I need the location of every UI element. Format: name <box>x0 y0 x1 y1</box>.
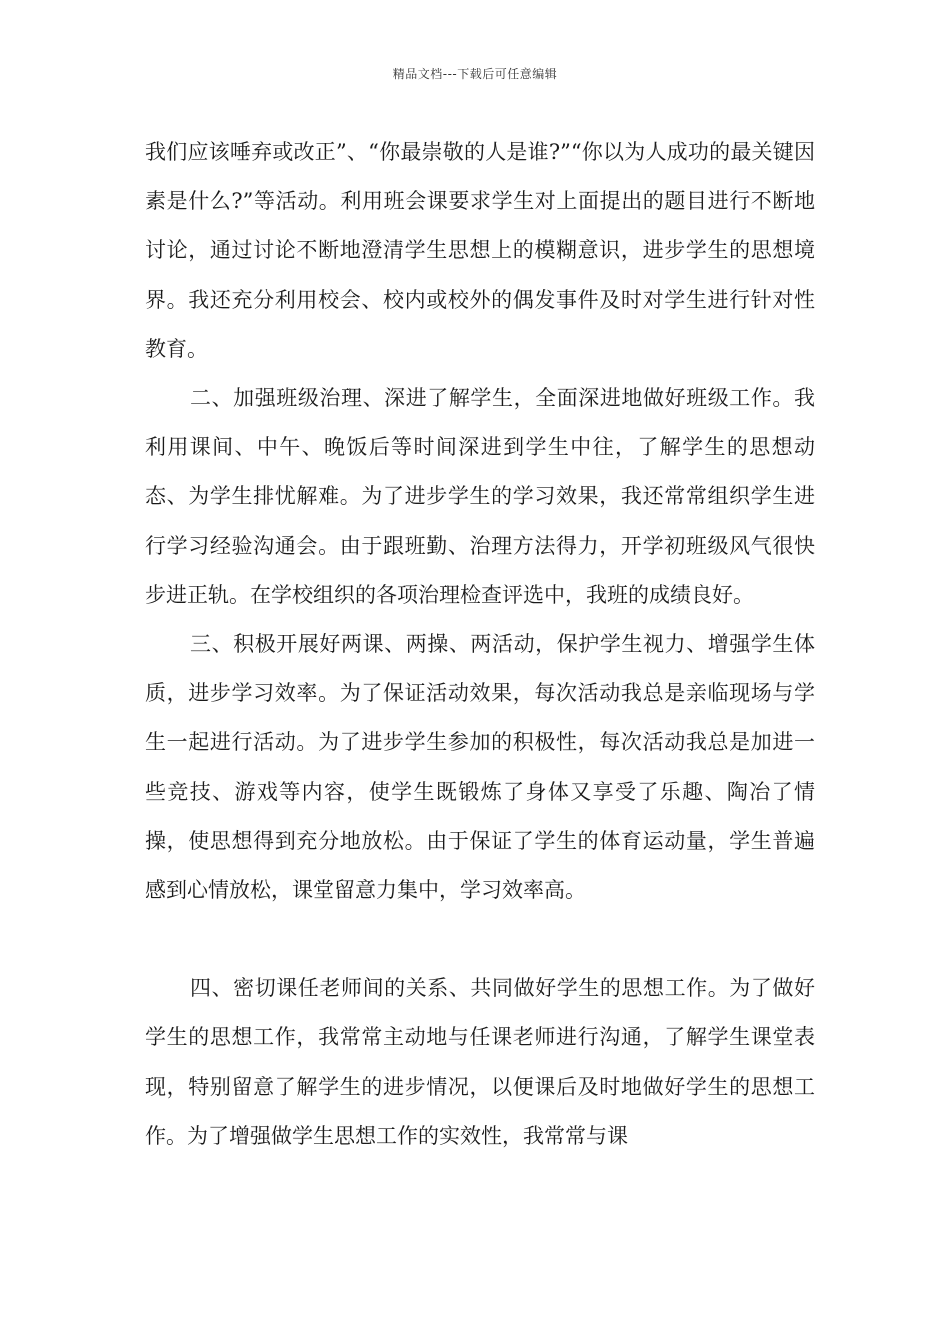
paragraph-section-four: 四、密切课任老师间的关系、共同做好学生的思想工作。为了做好学生的思想工作，我常常主动地与任课老师进行沟通，了解学生课堂表现，特别留意了解学生的进步情况，以便课后及时地做好学生的思想工作。为了增强做学生思想工作的实效性，我常常与课 <box>145 976 815 1148</box>
document-body <box>145 128 815 1161</box>
paragraph-continuation: 我们应该唾弃或改正”、“你最崇敬的人是谁?”“你以为人成功的最关键因素是什么?”等活动。利用班会课要求学生对上面提出的题目进行不断地讨论，通过讨论不断地澄清学生思想上的模糊意识，进步学生的思想境界。我还充分利用校会、校内或校外的偶发事件及时对学生进行针对性教育。 <box>145 140 815 361</box>
paragraph-section-two: 二、加强班级治理、深进了解学生，全面深进地做好班级工作。我利用课间、中午、晚饭后等时间深进到学生中往，了解学生的思想动态、为学生排忧解难。为了进步学生的学习效果，我还常常组织学生进行学习经验沟通会。由于跟班勤、治理方法得力，开学初班级风气很快步进正轨。在学校组织的各项治理检查评选中，我班的成绩良好。 <box>145 386 815 607</box>
page-header: 精品文档---下载后可任意编辑 <box>392 67 558 81</box>
paragraph-section-three: 三、积极开展好两课、两操、两活动，保护学生视力、增强学生体质，进步学习效率。为了保证活动效果，每次活动我总是亲临现场与学生一起进行活动。为了进步学生参加的积极性，每次活动我总是加进一些竞技、游戏等内容，使学生既锻炼了身体又享受了乐趣、陶冶了情操，使思想得到充分地放松。由于保证了学生的体育运动量，学生普遍感到心情放松，课堂留意力集中，学习效率高。 <box>145 632 815 903</box>
